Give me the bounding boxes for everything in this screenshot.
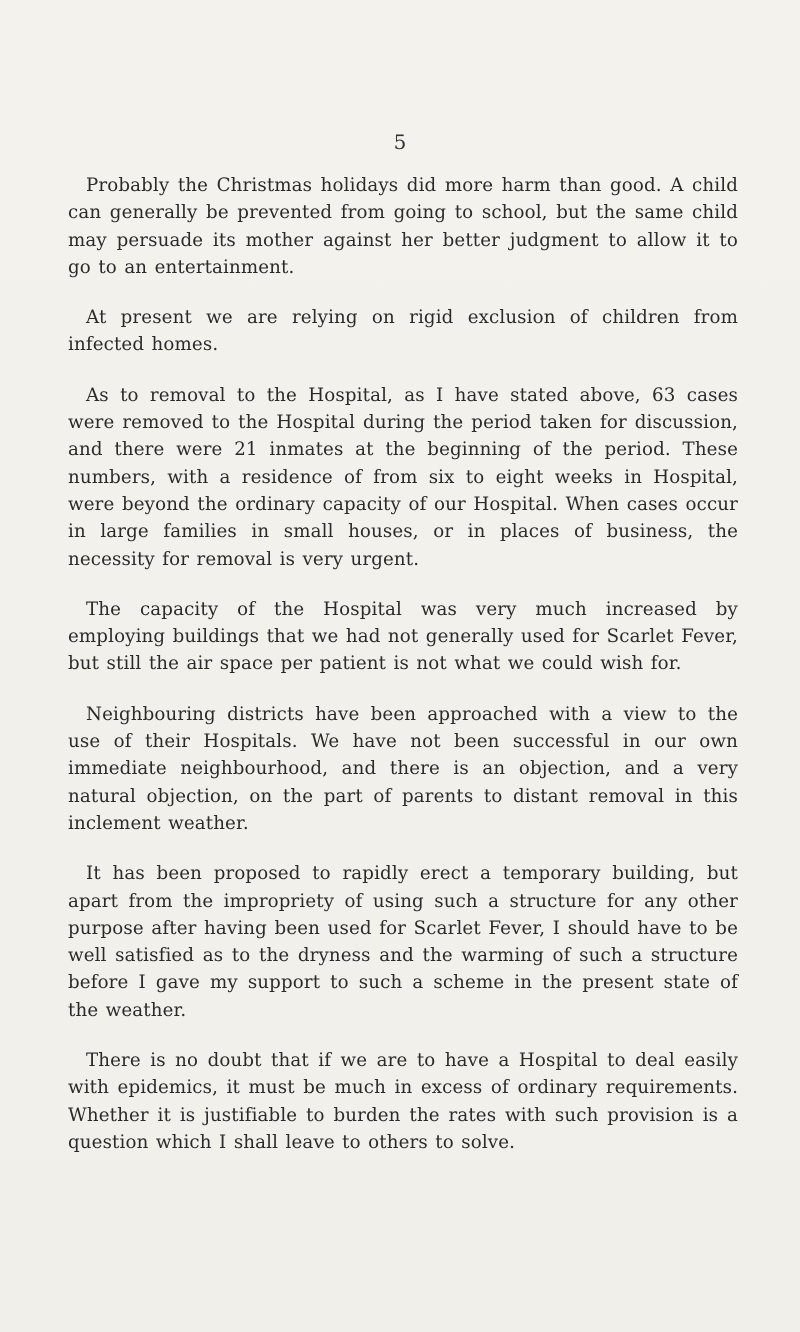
page-number: 5 (393, 130, 407, 154)
paragraph-christmas-holidays: Probably the Christmas holidays did more harm than good. A child can generally be prevented from going to school, but the same child may persuade its mother against her better judgment to allow it to go to an entertainment. (68, 175, 738, 278)
body-text (68, 172, 738, 1179)
paragraph-neighbouring-districts: Neighbouring districts have been approached with a view to the use of their Hospitals. We have not been successful in our own immediate neighbourhood, and there is an objection, and a very natural objection, on the part of parents to distant removal in this inclement weather. (68, 703, 738, 834)
paragraph-temporary-building: It has been proposed to rapidly erect a temporary building, but apart from the impropriety of using such a structure for any other purpose after having been used for Scarlet Fever, I should have to be well satisfied as to the dryness and the warming of such a structure before I gave my support to such a scheme in the present state of the weather. (68, 863, 738, 1021)
paragraph-hospital-capacity: The capacity of the Hospital was very much increased by employing buildings that we had not generally used for Scarlet Fever, but still the air space per patient is not what we could wish for. (68, 598, 738, 675)
paragraph-removal-to-hospital: As to removal to the Hospital, as I have stated above, 63 cases were removed to the Hospital during the period taken for discussion, and there were 21 inmates at the beginning of the period. These numbers, with a residence of from six to eight weeks in Hospital, were beyond the ordinary capacity of our Hospital. When cases occur in large families in small houses, or in places of business, the necessity for removal is very urgent. (68, 384, 738, 570)
paragraph-rigid-exclusion: At present we are relying on rigid exclusion of children from infected homes. (68, 307, 738, 356)
paragraph-epidemics-requirements: There is no doubt that if we are to have a Hospital to deal easily with epidemics, it must be much in excess of ordinary requirements. Whether it is justifiable to burden the rates with such provision is a question which I shall leave to others to solve. (68, 1050, 738, 1153)
